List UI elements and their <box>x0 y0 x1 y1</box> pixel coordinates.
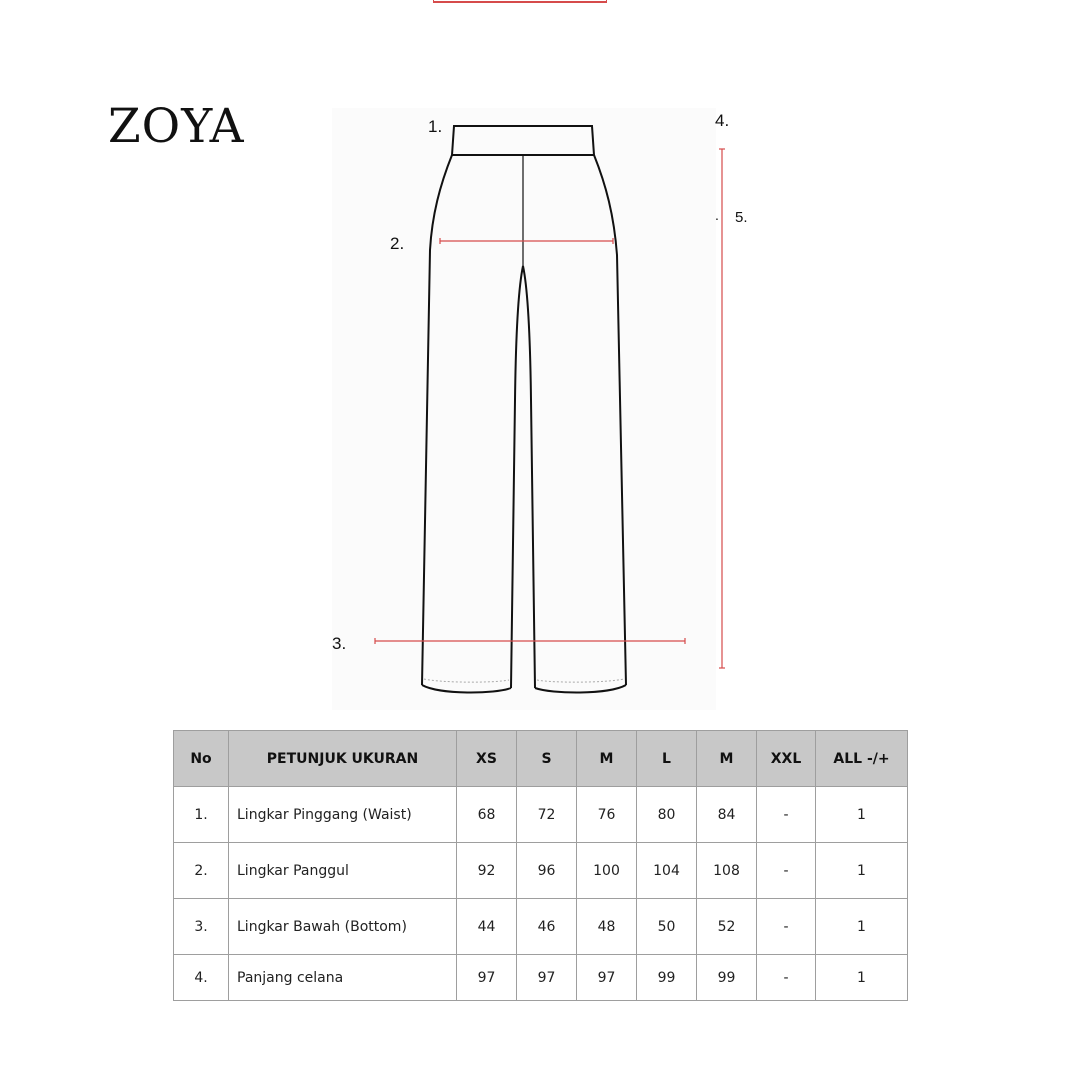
label-length-top: 4. <box>715 111 730 130</box>
header-xxl: XXL <box>757 731 816 787</box>
cell-guide: Lingkar Panggul <box>229 843 457 899</box>
cell-s: 96 <box>517 843 577 899</box>
inseam-outline <box>511 266 535 688</box>
cell-l: 104 <box>637 843 697 899</box>
header-s: S <box>517 731 577 787</box>
cell-xxl: - <box>757 899 816 955</box>
cell-xs: 92 <box>457 843 517 899</box>
cell-m: 100 <box>577 843 637 899</box>
right-leg-outer <box>594 155 626 685</box>
cell-l: 50 <box>637 899 697 955</box>
cell-m: 97 <box>577 955 637 1001</box>
cell-all: 1 <box>816 787 908 843</box>
cell-l: 99 <box>637 955 697 1001</box>
cell-no: 4. <box>174 955 229 1001</box>
left-hem-stitch <box>424 679 509 682</box>
table-header-row <box>174 731 908 787</box>
waistband-outline <box>452 126 594 155</box>
cell-xs: 68 <box>457 787 517 843</box>
table-row <box>174 787 908 843</box>
brand-logo: ZOYA <box>108 99 245 154</box>
cell-m: 76 <box>577 787 637 843</box>
cell-all: 1 <box>816 843 908 899</box>
cell-xs: 44 <box>457 899 517 955</box>
cell-m2: 52 <box>697 899 757 955</box>
cell-guide: Panjang celana <box>229 955 457 1001</box>
cell-m: 48 <box>577 899 637 955</box>
table-row <box>174 955 908 1001</box>
cell-xxl: - <box>757 955 816 1001</box>
header-xs: XS <box>457 731 517 787</box>
cell-guide: Lingkar Bawah (Bottom) <box>229 899 457 955</box>
header-guide: PETUNJUK UKURAN <box>229 731 457 787</box>
cell-m2: 84 <box>697 787 757 843</box>
header-no: No <box>174 731 229 787</box>
table-row <box>174 899 908 955</box>
left-hem <box>422 685 511 693</box>
cell-s: 72 <box>517 787 577 843</box>
header-m2: M <box>697 731 757 787</box>
cell-no: 2. <box>174 843 229 899</box>
label-dot: . <box>715 207 719 223</box>
cell-all: 1 <box>816 955 908 1001</box>
length-measure-line <box>719 149 725 668</box>
hip-measure-line <box>440 238 613 244</box>
bottom-measure-line <box>375 638 685 644</box>
cell-m2: 108 <box>697 843 757 899</box>
cell-xs: 97 <box>457 955 517 1001</box>
cell-xxl: - <box>757 787 816 843</box>
label-length-side: 5. <box>735 209 748 226</box>
table-row <box>174 843 908 899</box>
header-l: L <box>637 731 697 787</box>
cell-s: 97 <box>517 955 577 1001</box>
right-hem <box>535 685 626 693</box>
cell-l: 80 <box>637 787 697 843</box>
right-hem-stitch <box>537 679 624 682</box>
left-leg-outer <box>422 155 452 685</box>
label-bottom: 3. <box>332 634 347 653</box>
cell-guide: Lingkar Pinggang (Waist) <box>229 787 457 843</box>
cell-xxl: - <box>757 843 816 899</box>
header-m: M <box>577 731 637 787</box>
header-all: ALL -/+ <box>816 731 908 787</box>
size-chart-table <box>173 730 908 1001</box>
cell-all: 1 <box>816 899 908 955</box>
cell-m2: 99 <box>697 955 757 1001</box>
cell-no: 3. <box>174 899 229 955</box>
label-waist: 1. <box>428 117 443 136</box>
cell-no: 1. <box>174 787 229 843</box>
label-hip: 2. <box>390 234 405 253</box>
cell-s: 46 <box>517 899 577 955</box>
